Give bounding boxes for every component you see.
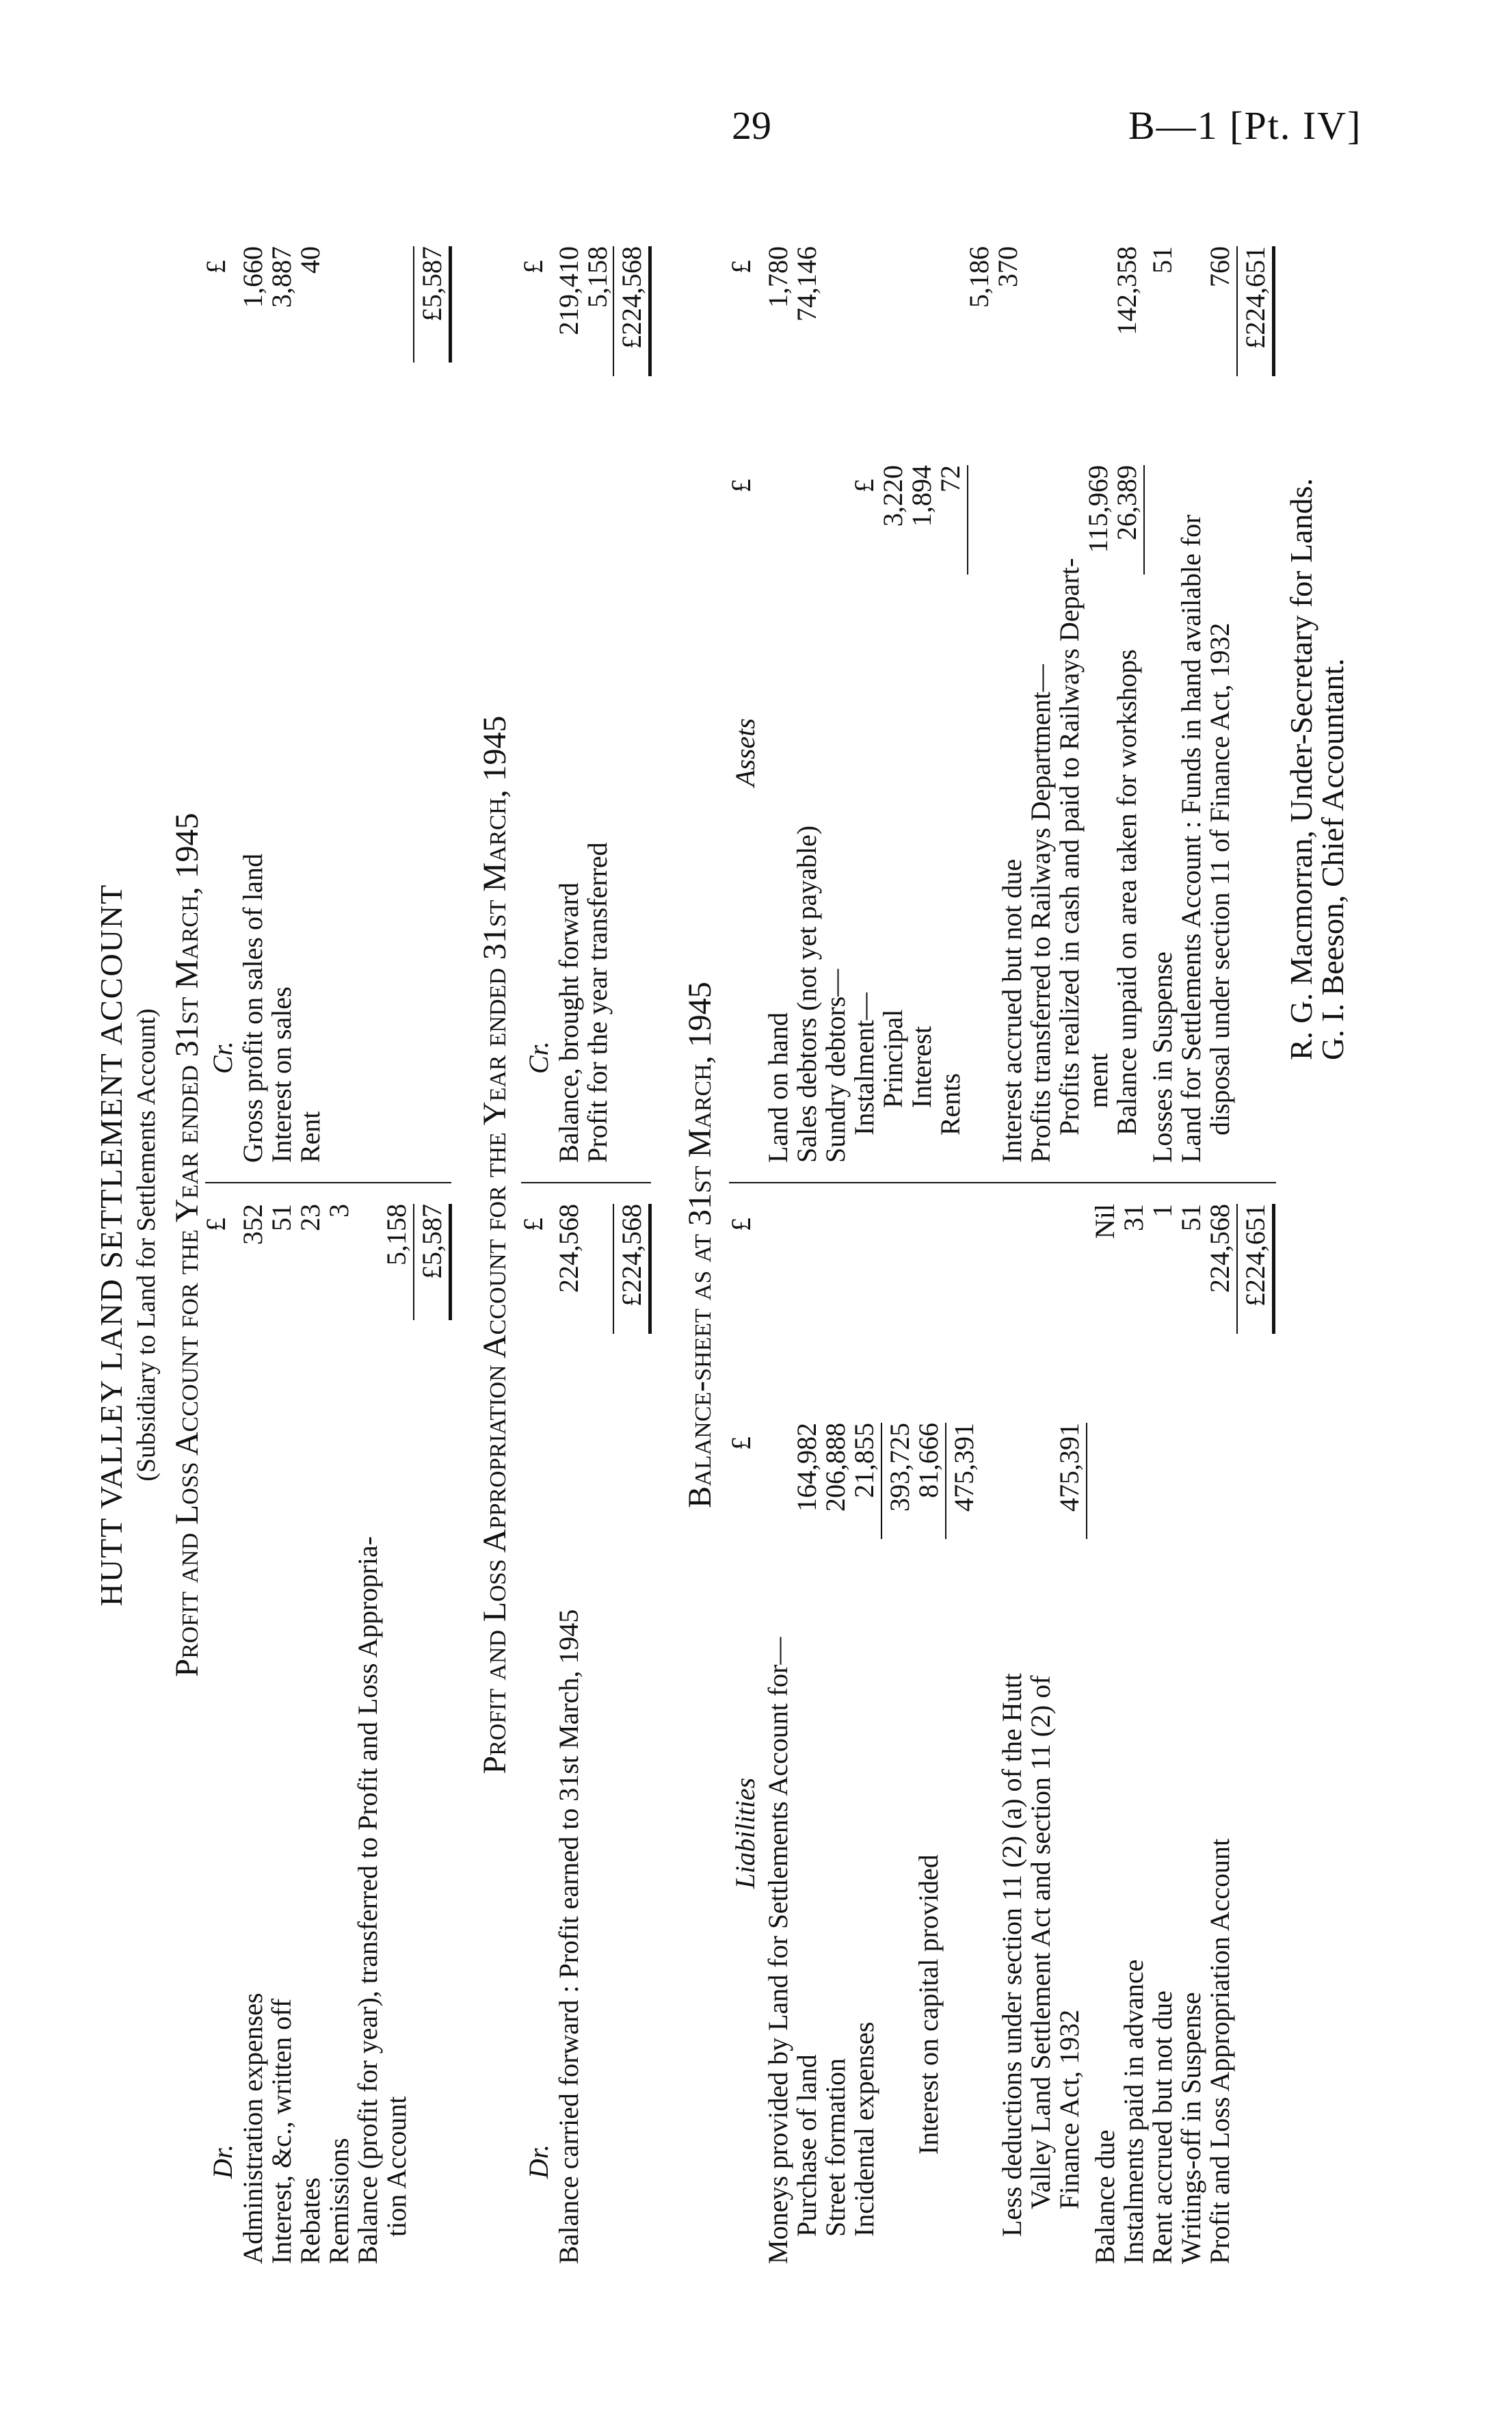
rule	[1143, 465, 1145, 575]
bs-liab-less-line: Valley Land Settlement Act and section 11 (2) of	[1025, 1675, 1056, 2209]
bs-asset-inner-pound: £	[849, 479, 879, 492]
bs-asset-sundry-label: Sundry debtors—	[820, 969, 851, 1163]
appr-cr-label: Cr.	[523, 1041, 554, 1074]
bs-asset-land-settle-amount: 760	[1204, 246, 1235, 287]
bs-asset-land-settle-line: disposal under section 11 of Finance Act, 1932	[1204, 622, 1235, 1135]
rule	[1086, 1423, 1087, 1539]
bs-asset-rents-label: Rents	[935, 1073, 966, 1135]
rule	[1236, 1204, 1238, 1334]
bs-liab-writings-label: Writings-off in Suspense	[1176, 1992, 1206, 2264]
appr-dr-pound: £	[518, 1218, 548, 1231]
pl-cr-total: £5,587	[416, 246, 447, 321]
bs-liab-item-amount: 164,982	[791, 1423, 822, 1512]
pl-dr-item-amount: 5,158	[381, 1204, 412, 1265]
bs-liab-item-label: Street formation	[820, 2058, 851, 2237]
bs-liab-less-line: Less deductions under section 11 (2) (a) of the Hutt	[996, 1673, 1027, 2237]
pl-cr-item-amount: 1,660	[237, 246, 268, 308]
pl-heading: Profit and Loss Account for the Year ended 31st March, 1945	[169, 813, 205, 1677]
rule	[945, 1423, 946, 1539]
column-divider	[205, 1182, 451, 1183]
bs-asset-principal-amount: 3,220	[877, 465, 908, 527]
bs-liab-pl-label: Profit and Loss Appropriation Account	[1204, 1838, 1235, 2264]
double-rule	[449, 246, 452, 363]
bs-asset-pound-2: £	[726, 260, 756, 274]
bs-liab-advance-amount: 31	[1118, 1204, 1149, 1231]
account-title: HUTT VALLEY LAND SETTLEMENT ACCOUNT	[94, 883, 129, 1607]
bs-asset-sales-amount: 74,146	[791, 246, 822, 321]
pl-dr-item-label: Balance (profit for year), transferred to Profit and Loss Appropria-	[352, 1536, 383, 2264]
bs-liab-interest-label: Interest on capital provided	[913, 1854, 944, 2155]
pl-dr-item-label: Administration expenses	[237, 1993, 268, 2264]
bs-asset-unpaid-label: Balance unpaid on area taken for workshops	[1111, 649, 1142, 1135]
bs-liab-item-label: Incidental expenses	[849, 2021, 879, 2237]
document-reference: B—1 [Pt. IV]	[1128, 103, 1362, 148]
pl-cr-label: Cr.	[207, 1041, 238, 1074]
bs-liab-grand-total: £224,651	[1240, 1204, 1271, 1306]
pl-cr-pound: £	[200, 260, 231, 274]
pl-dr-item-label: Interest, &c., written off	[266, 1998, 297, 2264]
bs-liab-pound-2: £	[726, 1218, 756, 1231]
bs-liab-less-amount: 475,391	[1054, 1423, 1085, 1512]
bs-liab-rent-label: Rent accrued but not due	[1147, 1990, 1178, 2264]
pl-dr-item-label: Rebates	[295, 2177, 326, 2264]
double-rule	[648, 1204, 652, 1334]
pl-dr-total: £5,587	[416, 1204, 447, 1279]
rule	[1236, 246, 1238, 376]
bs-asset-interest-amount: 1,894	[906, 465, 937, 527]
bs-liab-moneys: Moneys provided by Land for Settlements Account for—	[762, 1637, 793, 2264]
appr-cr-item-label: Profit for the year transferred	[582, 842, 613, 1163]
rule	[881, 1423, 882, 1539]
bs-asset-grand-total: £224,651	[1240, 246, 1271, 349]
bs-asset-land-amount: 1,780	[762, 246, 793, 308]
pl-cr-item-amount: 3,887	[266, 246, 297, 308]
bs-asset-pound-1: £	[726, 479, 756, 492]
appr-cr-item-amount: 5,158	[582, 246, 613, 308]
bs-liab-less-line: Finance Act, 1932	[1054, 2009, 1085, 2209]
pl-dr-item-label-cont: tion Account	[381, 2096, 412, 2237]
pl-dr-item-amount: 352	[237, 1204, 268, 1245]
bs-asset-transferred-label: Profits transferred to Railways Department—	[1025, 664, 1056, 1163]
bs-liab-total: 475,391	[949, 1423, 979, 1512]
page-number: 29	[732, 103, 771, 148]
appr-heading: Profit and Loss Appropriation Account for the Year ended 31st March, 1945	[477, 715, 513, 1774]
bs-liabilities-label: Liabilities	[730, 1777, 760, 1889]
bs-liab-pound-1: £	[726, 1436, 756, 1450]
appr-cr-total: £224,568	[616, 246, 647, 349]
bs-liab-item-label: Purchase of land	[791, 2054, 822, 2237]
bs-asset-unpaid-amount: 26,389	[1111, 465, 1142, 540]
bs-heading: Balance-sheet as at 31st March, 1945	[682, 982, 718, 1508]
rule	[967, 465, 968, 575]
bs-liab-item-amount: 21,855	[849, 1423, 879, 1498]
pl-cr-item-label: Interest on sales	[266, 986, 297, 1163]
bs-liab-interest-amount: 81,666	[913, 1423, 944, 1498]
pl-dr-label: Dr.	[207, 2144, 238, 2179]
pl-cr-item-label: Gross profit on sales of land	[237, 853, 268, 1163]
bs-asset-realized-line: ment	[1083, 1053, 1113, 1108]
bs-liab-pl-amount: 224,568	[1204, 1204, 1235, 1293]
bs-liab-balance-due-label: Balance due	[1089, 2129, 1120, 2264]
signature-under-secretary: R. G. Macmorran, Under-Secretary for Lands.	[1284, 477, 1318, 1060]
appr-dr-label: Dr.	[523, 2144, 554, 2179]
pl-dr-pound: £	[200, 1218, 231, 1231]
bs-asset-land-label: Land on hand	[762, 1012, 793, 1163]
bs-asset-losses-amount: 51	[1147, 246, 1178, 274]
appr-dr-item-amount: 224,568	[553, 1204, 584, 1293]
pl-cr-item-label: Rent	[295, 1111, 326, 1163]
bs-liab-writings-amount: 51	[1176, 1204, 1206, 1231]
appr-cr-item-amount: 219,410	[553, 246, 584, 335]
bs-asset-sales-label: Sales debtors (not yet payable)	[791, 825, 822, 1163]
pl-dr-item-amount: 23	[295, 1204, 326, 1231]
column-divider	[521, 1182, 651, 1183]
bs-asset-principal-label: Principal	[877, 1009, 908, 1108]
bs-asset-realized-line: Profits realized in cash and paid to Railways Depart-	[1054, 557, 1085, 1135]
rule	[413, 246, 414, 363]
pl-dr-item-label: Remissions	[323, 2138, 354, 2264]
pl-dr-item-amount: 51	[266, 1204, 297, 1231]
bs-liab-item-amount: 206,888	[820, 1423, 851, 1512]
double-rule	[449, 1204, 452, 1320]
pl-cr-item-amount: 40	[295, 246, 326, 274]
rule	[613, 246, 614, 376]
column-divider	[729, 1182, 1276, 1183]
account-subtitle: (Subsidiary to Land for Settlements Account)	[132, 1008, 161, 1482]
double-rule	[1272, 246, 1275, 376]
double-rule	[648, 246, 652, 376]
bs-asset-interest-label: Interest	[906, 1026, 937, 1108]
bs-liab-balance-due-amount: Nil	[1089, 1204, 1120, 1239]
bs-asset-instalment-label: Instalment—	[849, 993, 879, 1135]
bs-asset-rents-amount: 72	[935, 465, 966, 492]
appr-dr-total: £224,568	[616, 1204, 647, 1306]
pl-dr-item-amount: 3	[323, 1204, 354, 1218]
bs-asset-accrued-amount: 370	[992, 246, 1023, 287]
bs-asset-transfer-total: 142,358	[1111, 246, 1142, 335]
bs-liab-rent-amount: 1	[1147, 1204, 1178, 1218]
rule	[413, 1204, 414, 1320]
bs-asset-losses-label: Losses in Suspense	[1147, 951, 1178, 1163]
bs-asset-realized-amount: 115,969	[1083, 465, 1113, 553]
bs-liab-subtotal: 393,725	[884, 1423, 915, 1512]
appr-cr-item-label: Balance, brought forward	[553, 882, 584, 1163]
bs-liab-advance-label: Instalments paid in advance	[1118, 1959, 1149, 2264]
signature-chief-accountant: G. I. Beeson, Chief Accountant.	[1315, 658, 1350, 1060]
bs-asset-accrued-label: Interest accrued but not due	[996, 858, 1027, 1163]
double-rule	[1272, 1204, 1275, 1334]
appr-dr-item-label: Balance carried forward : Profit earned to 31st March, 1945	[553, 1609, 584, 2264]
bs-asset-land-settle-line: Land for Settlements Account : Funds in hand available for	[1176, 514, 1206, 1163]
rule	[613, 1204, 614, 1334]
rotated-account-statement	[0, 205, 1350, 2326]
bs-assets-label: Assets	[730, 718, 760, 787]
bs-asset-sundry-total: 5,186	[964, 246, 994, 308]
appr-cr-pound: £	[518, 260, 548, 274]
